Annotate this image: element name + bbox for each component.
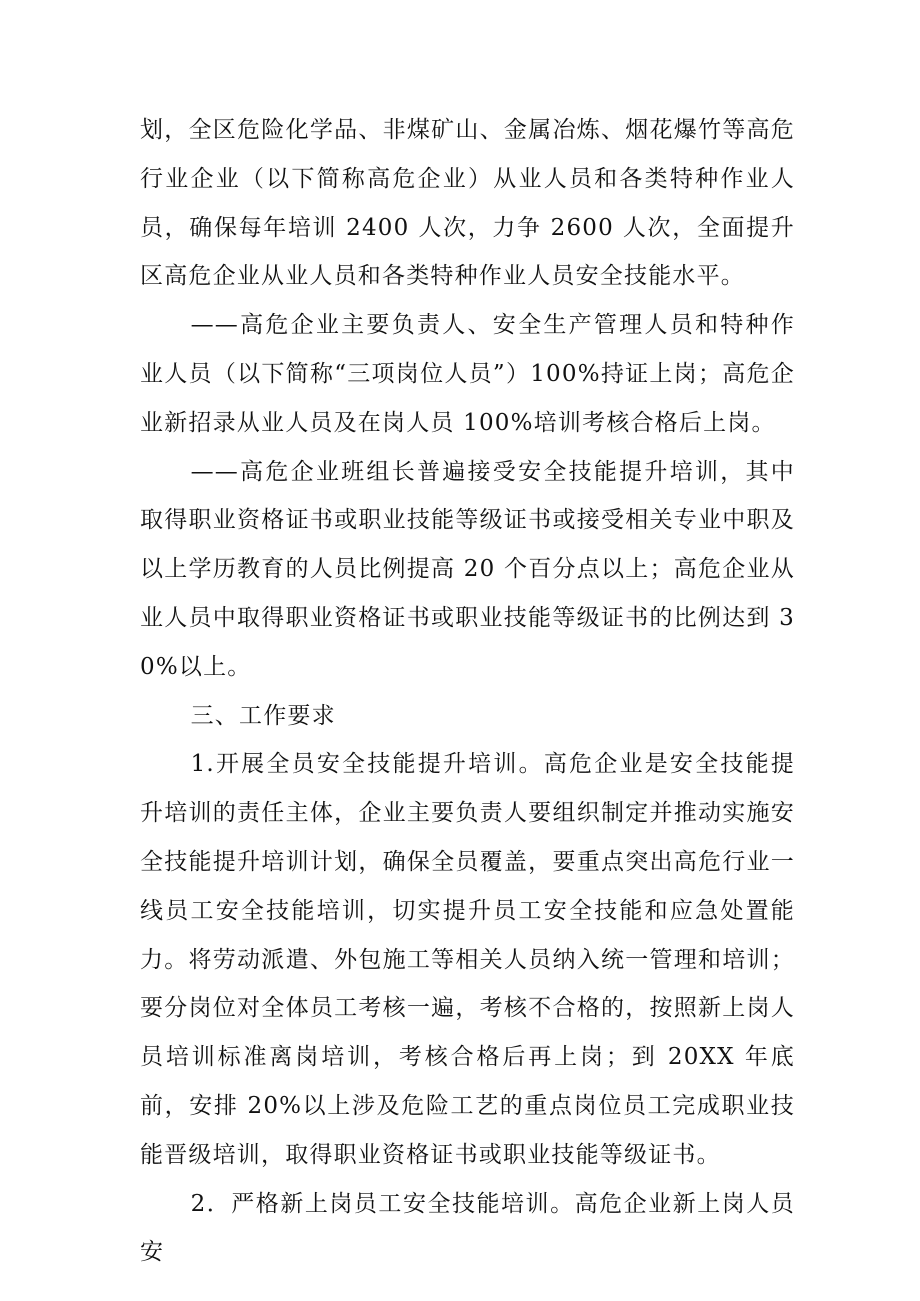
paragraph-target-certification: ——高危企业主要负责人、安全生产管理人员和特种作业人员（以下简称“三项岗位人员”）100%持证上岗；高危企业新招录从业人员及在岗人员 100%培训考核合格后上岗。 xyxy=(140,312,795,436)
paragraph-continuation: 划，全区危险化学品、非煤矿山、金属冶炼、烟花爆竹等高危行业企业（以下简称高危企业）从业人员和各类特种作业人员，确保每年培训 2400 人次，力争 2600 人次，全面提升区高危企业从业人员和各类特种作业人员安全技能水平。 xyxy=(140,117,795,290)
paragraph-item-2: 2．严格新上岗员工安全技能培训。高危企业新上岗人员安 xyxy=(140,1190,795,1266)
paragraph-target-team-leader: ——高危企业班组长普遍接受安全技能提升培训，其中取得职业资格证书或职业技能等级证书或接受相关专业中职及以上学历教育的人员比例提高 20 个百分点以上；高危企业从业人员中取得职业资格证书或职业技能等级证书的比例达到 30%以上。 xyxy=(140,458,795,680)
paragraph-item-1: 1.开展全员安全技能提升培训。高危企业是安全技能提升培训的责任主体，企业主要负责人要组织制定并推动实施安全技能提升培训计划，确保全员覆盖，要重点突出高危行业一线员工安全技能培训，切实提升员工安全技能和应急处置能力。将劳动派遣、外包施工等相关人员纳入统一管理和培训；要分岗位对全体员工考核一遍，考核不合格的，按照新上岗人员培训标准离岗培训，考核合格后再上岗；到 20XX 年底前，安排 20%以上涉及危险工艺的重点岗位员工完成职业技能晋级培训，取得职业资格证书或职业技能等级证书。 xyxy=(140,751,795,1168)
section-heading-work-requirements: 三、工作要求 xyxy=(190,702,336,729)
document-body xyxy=(140,106,795,1277)
